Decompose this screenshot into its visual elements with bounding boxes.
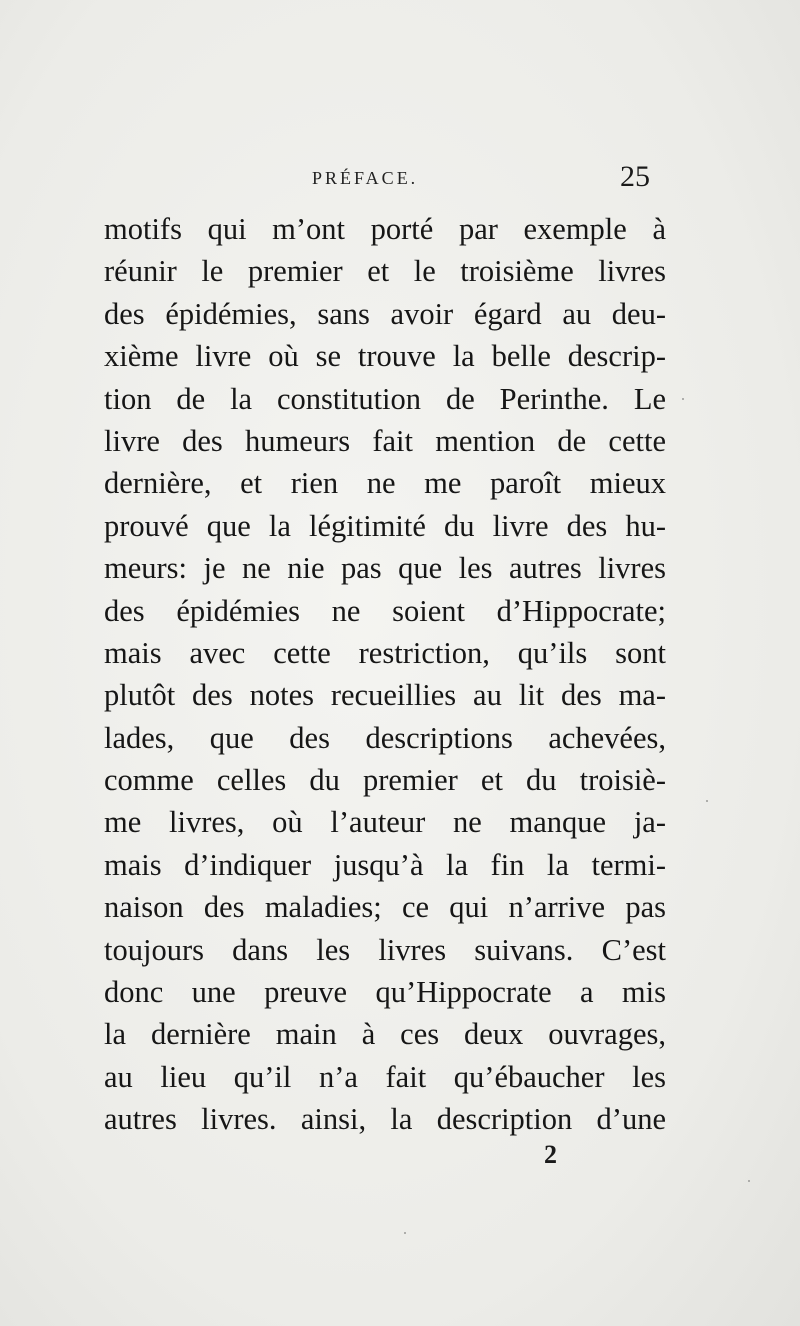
signature-mark: 2 xyxy=(544,1140,557,1169)
text-line: livre des humeurs fait mention de cette xyxy=(104,423,666,458)
text-line: plutôt des notes recueillies au lit des ma- xyxy=(104,678,666,713)
running-head xyxy=(0,160,800,200)
text-line: réunir le premier et le troisième livres xyxy=(104,254,666,289)
text-line: meurs: je ne nie pas que les autres livres xyxy=(104,551,666,586)
text-line: tion de la constitution de Perinthe. Le xyxy=(104,381,666,416)
text-line: des épidémies, sans avoir égard au deu- xyxy=(104,296,666,331)
text-line: au lieu qu’il n’a fait qu’ébaucher les xyxy=(104,1059,666,1094)
text-line: mais avec cette restriction, qu’ils sont xyxy=(104,635,666,670)
page-number: 25 xyxy=(620,160,650,193)
text-line: la dernière main à ces deux ouvrages, xyxy=(104,1017,666,1052)
text-line: mais d’indiquer jusqu’à la fin la termi- xyxy=(104,847,666,882)
paper-speck xyxy=(706,800,708,802)
text-line: naison des maladies; ce qui n’arrive pas xyxy=(104,890,666,925)
body-text xyxy=(104,208,666,1141)
paper-speck xyxy=(748,1180,750,1182)
paper-speck xyxy=(682,398,684,400)
text-line: des épidémies ne soient d’Hippocrate; xyxy=(104,593,666,628)
text-line: lades, que des descriptions achevées, xyxy=(104,720,666,755)
text-line: prouvé que la légitimité du livre des hu- xyxy=(104,508,666,543)
text-line: dernière, et rien ne me paroît mieux xyxy=(104,466,666,501)
text-line: toujours dans les livres suivans. C’est xyxy=(104,932,666,967)
text-line: motifs qui m’ont porté par exemple à xyxy=(104,212,666,246)
paper-speck xyxy=(404,1232,406,1234)
text-line: autres livres. ainsi, la description d’une xyxy=(104,1102,666,1137)
running-head-title: PRÉFACE. xyxy=(312,168,419,188)
text-line: comme celles du premier et du troisiè- xyxy=(104,763,666,798)
text-line: me livres, où l’auteur ne manque ja- xyxy=(104,805,666,840)
text-line: donc une preuve qu’Hippocrate a mis xyxy=(104,975,666,1010)
text-line: xième livre où se trouve la belle descrip- xyxy=(104,339,666,374)
